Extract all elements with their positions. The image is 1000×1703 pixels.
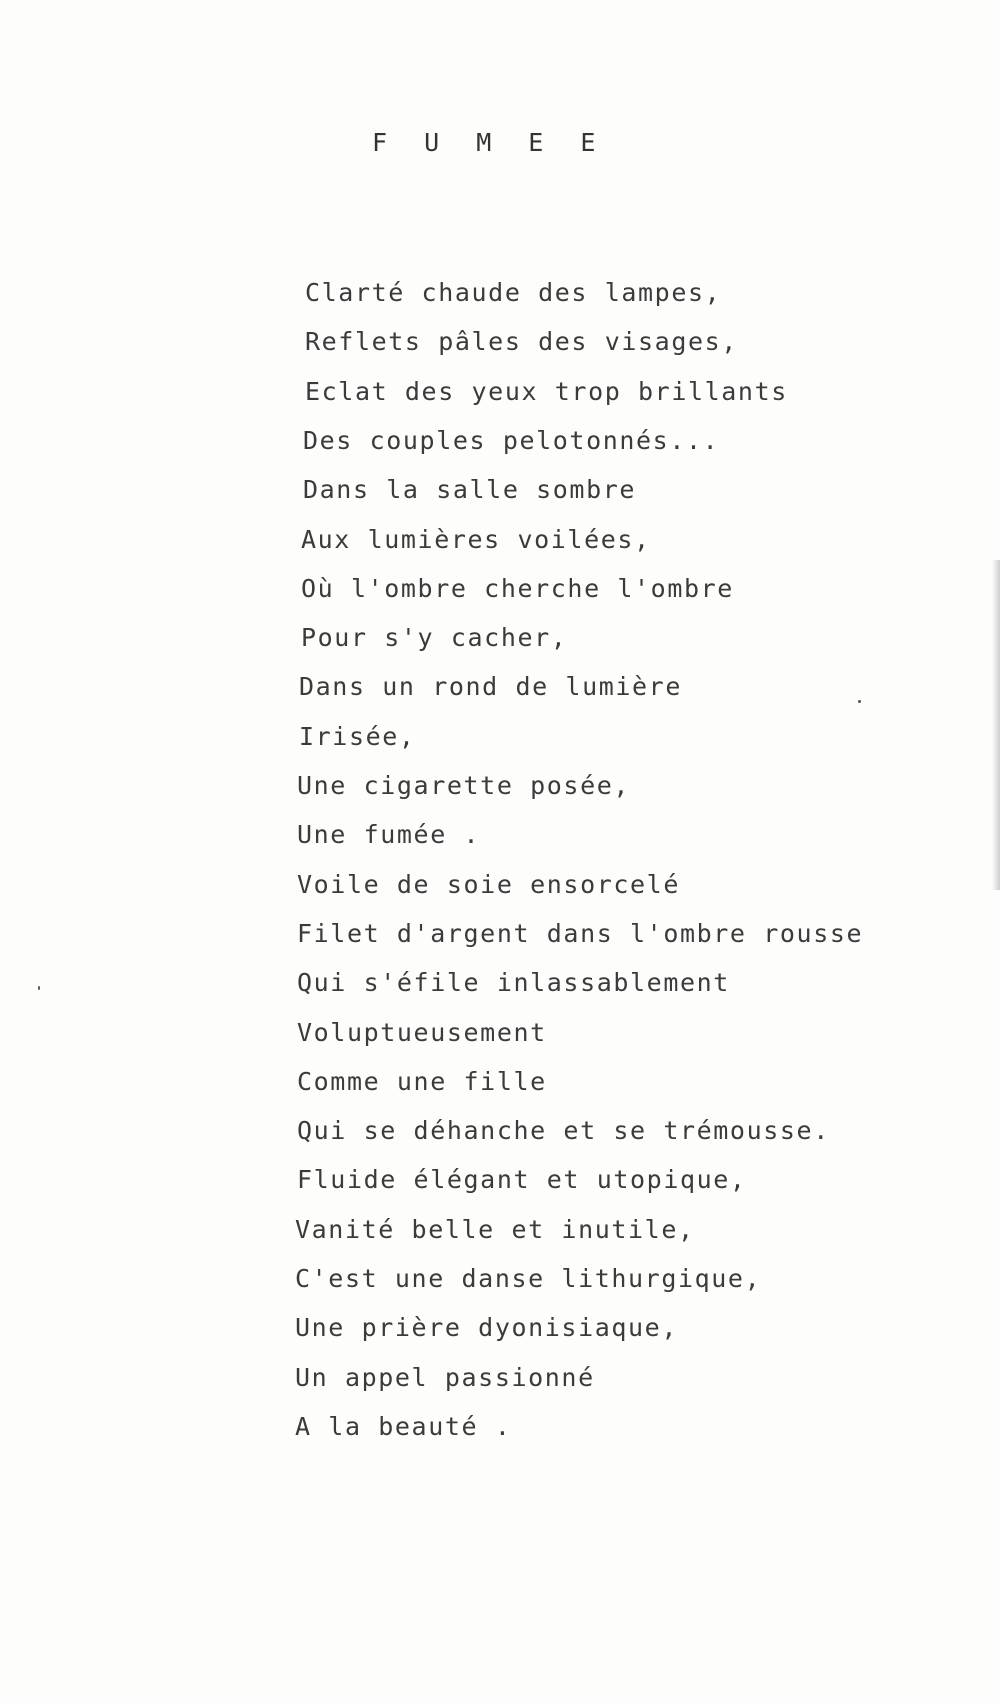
poem-line: A la beauté .	[295, 1412, 512, 1441]
poem-line: Pour s'y cacher,	[301, 623, 568, 652]
poem-line: Qui s'éfile inlassablement	[297, 968, 730, 997]
poem-line: Voluptueusement	[297, 1018, 547, 1047]
poem-line: Fluide élégant et utopique,	[297, 1165, 747, 1194]
poem-line: Où l'ombre cherche l'ombre	[301, 574, 734, 603]
ink-speck	[858, 700, 861, 703]
poem-line: Aux lumières voilées,	[301, 525, 651, 554]
poem-line: Voile de soie ensorcelé	[297, 870, 680, 899]
page-edge-shadow	[992, 560, 1000, 890]
poem-line: Clarté chaude des lampes,	[305, 278, 722, 307]
poem-line: Eclat des yeux trop brillants	[305, 377, 788, 406]
poem-line: Reflets pâles des visages,	[305, 327, 738, 356]
poem-title: F U M E E	[372, 128, 607, 157]
poem-line: Comme une fille	[297, 1067, 547, 1096]
poem-line: Un appel passionné	[295, 1363, 595, 1392]
poem-line: Une cigarette posée,	[297, 771, 631, 800]
poem-line: Qui se déhanche et se trémousse.	[297, 1116, 830, 1145]
poem-line: Dans un rond de lumière	[299, 672, 682, 701]
poem-line: Filet d'argent dans l'ombre rousse	[297, 919, 864, 948]
ink-speck	[38, 986, 40, 990]
poem-line: C'est une danse lithurgique,	[295, 1264, 762, 1293]
poem-line: Des couples pelotonnés...	[303, 426, 720, 455]
poem-line: Irisée,	[299, 722, 416, 751]
poem-line: Une prière dyonisiaque,	[295, 1313, 678, 1342]
poem-line: Dans la salle sombre	[303, 475, 637, 504]
poem-line: Une fumée .	[297, 820, 481, 849]
poem-line: Vanité belle et inutile,	[295, 1215, 695, 1244]
